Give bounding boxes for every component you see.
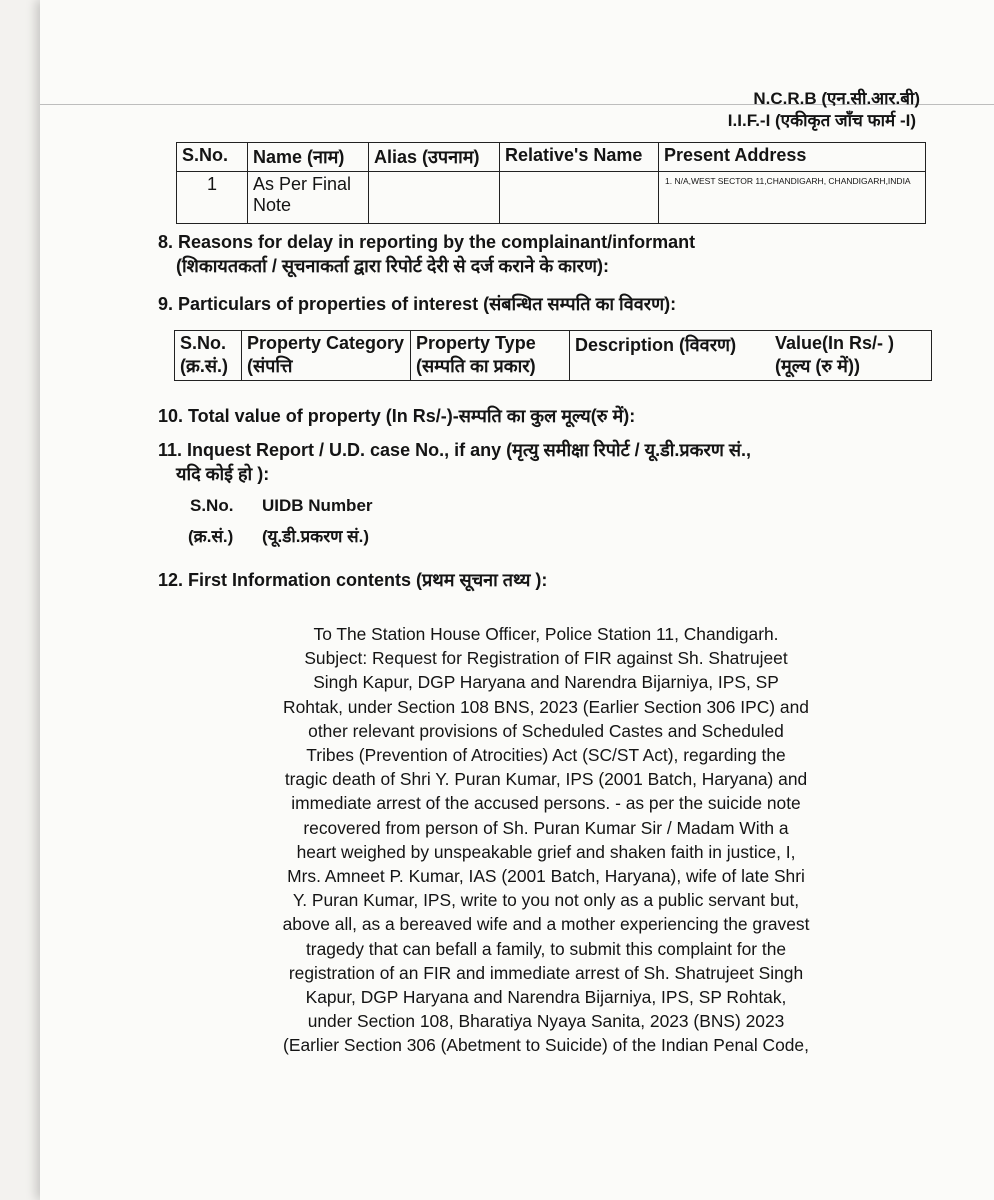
header-cell: S.No. (क्र.सं.) xyxy=(175,331,242,381)
first-information-text xyxy=(184,622,908,1058)
cell-address: 1. N/A,WEST SECTOR 11,CHANDIGARH, CHANDIGARH,INDIA xyxy=(659,172,926,224)
table-header-row xyxy=(175,331,932,381)
accused-table xyxy=(176,142,926,224)
header-cell: Name (नाम) xyxy=(248,143,369,172)
uidb-col-sno: S.No. xyxy=(190,496,234,515)
text-line: Tribes (Prevention of Atrocities) Act (SC/ST Act), regarding the xyxy=(306,745,786,766)
text-line: under Section 108, Bharatiya Nyaya Sanita, 2023 (BNS) 2023 xyxy=(307,1011,785,1032)
section10-title: 10. Total value of property (In Rs/-)-सम्पति का कुल मूल्य(रु में): xyxy=(158,406,636,426)
header-cell: Value(In Rs/- ) (मूल्य (रु में)) xyxy=(770,331,932,381)
text-line: recovered from person of Sh. Puran Kumar Sir / Madam With a xyxy=(303,817,789,838)
cell-name: As Per Final Note xyxy=(248,172,369,224)
header-cell: Description (विवरण) xyxy=(570,331,771,381)
text-line: registration of an FIR and immediate arrest of Sh. Shatrujeet Singh xyxy=(288,962,804,983)
text-line: Y. Puran Kumar, IPS, write to you not only as a public servant but, xyxy=(292,890,800,911)
header-cell: S.No. xyxy=(177,143,248,172)
text-line: other relevant provisions of Scheduled Castes and Scheduled xyxy=(308,720,784,741)
section11-title-cont: यदि कोई हो ): xyxy=(176,464,270,484)
text-line: immediate arrest of the accused persons. - as per the suicide note xyxy=(291,793,801,814)
text-line: Singh Kapur, DGP Haryana and Narendra Bijarniya, IPS, SP xyxy=(313,672,779,693)
text-line: Mrs. Amneet P. Kumar, IAS (2001 Batch, Haryana), wife of late Shri xyxy=(287,866,805,887)
text-line: To The Station House Officer, Police Station 11, Chandigarh. xyxy=(313,624,779,644)
header-cell: Property Category (संपत्ति xyxy=(242,331,411,381)
text-line: Rohtak, under Section 108 BNS, 2023 (Earlier Section 306 IPC) and xyxy=(283,696,809,717)
header-cell: Property Type (सम्पति का प्रकार) xyxy=(411,331,570,381)
section9-title: 9. Particulars of properties of interest (संबन्धित सम्पति का विवरण): xyxy=(158,294,677,314)
text-line: Subject: Request for Registration of FIR against Sh. Shatrujeet xyxy=(304,648,788,669)
text-line: Kapur, DGP Haryana and Narendra Bijarniya, IPS, SP Rohtak, xyxy=(305,987,787,1008)
section8-title: 8. Reasons for delay in reporting by the complainant/informant xyxy=(158,232,696,252)
cell-sno: 1 xyxy=(177,172,248,224)
table-header-row xyxy=(177,143,926,172)
form-heading: I.I.F.-I (एकीकृत जाँच फार्म -I) xyxy=(727,111,916,130)
uidb-col-number: UIDB Number xyxy=(262,496,373,515)
uidb-col-sno-hi: (क्र.सं.) xyxy=(188,527,234,546)
text-line: heart weighed by unspeakable grief and shaken faith in justice, I, xyxy=(296,841,796,862)
table-row xyxy=(177,172,926,224)
property-table xyxy=(174,330,932,381)
section8-subtitle: (शिकायतकर्ता / सूचनाकर्ता द्वारा रिपोर्ट देरी से दर्ज कराने के कारण): xyxy=(176,256,610,276)
document-page xyxy=(40,0,994,1200)
header-cell: Alias (उपनाम) xyxy=(369,143,500,172)
cell-alias xyxy=(369,172,500,224)
text-line: tragic death of Shri Y. Puran Kumar, IPS (2001 Batch, Haryana) and xyxy=(284,769,808,790)
text-line: (Earlier Section 306 (Abetment to Suicide) of the Indian Penal Code, xyxy=(283,1035,809,1056)
section11-title: 11. Inquest Report / U.D. case No., if any (मृत्यु समीक्षा रिपोर्ट / यू.डी.प्रकरण सं., xyxy=(158,440,752,460)
uidb-col-number-hi: (यू.डी.प्रकरण सं.) xyxy=(262,527,370,546)
header-cell: Relative's Name xyxy=(500,143,659,172)
header-cell: Present Address xyxy=(659,143,926,172)
text-line: tragedy that can befall a family, to submit this complaint for the xyxy=(305,938,787,959)
section12-title: 12. First Information contents (प्रथम सूचना तथ्य ): xyxy=(158,570,548,590)
text-line: above all, as a bereaved wife and a mother experiencing the gravest xyxy=(282,914,810,935)
cell-relative xyxy=(500,172,659,224)
ncrb-heading: N.C.R.B (एन.सी.आर.बी) xyxy=(753,89,920,108)
